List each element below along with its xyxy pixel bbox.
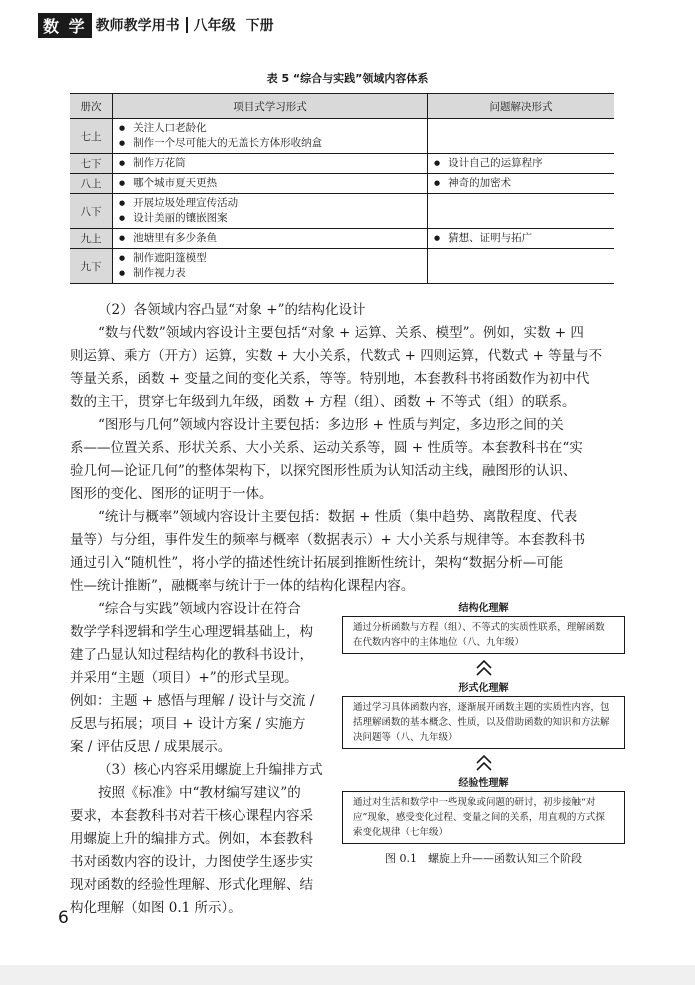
- table-row: [70, 154, 614, 174]
- paragraph-line: 性—统计推断”，融概率与统计于一体的结构化课程内容。: [70, 578, 415, 594]
- content-system-table: [70, 93, 614, 284]
- list-item: ● 池塘里有多少条鱼: [119, 231, 421, 246]
- problem-cell: [428, 194, 615, 229]
- list-item: ● 制作一个尽可能大的无盖长方体形收纳盒: [119, 136, 421, 151]
- paragraph-line: 系——位置关系、形状关系、大小关系、运动关系等，圆 + 性质等。本套教科书在“实: [70, 440, 583, 456]
- vol-cell: 七下: [70, 154, 113, 174]
- paragraph-line: “数与代数”领域内容设计主要包括“对象 + 运算、关系、模型”。例如，实数 + 四: [98, 325, 584, 341]
- list-item: ● 开展垃圾处理宣传活动: [119, 196, 421, 211]
- list-item: ● 神奇的加密术: [434, 176, 608, 191]
- vol-cell: 七上: [70, 119, 113, 154]
- vol-cell: 八上: [70, 174, 113, 194]
- grade-label: 八年级: [193, 18, 236, 34]
- table-row: [70, 119, 614, 154]
- list-item: ● 关注人口老龄化: [119, 121, 421, 136]
- stage-label-formal: 形式化理解: [458, 683, 509, 694]
- header-vol: 册次: [70, 94, 113, 119]
- list-item: ● 设计美丽的镶嵌图案: [119, 211, 421, 226]
- table-caption: 表 5 “综合与实践”领域内容体系: [266, 72, 429, 85]
- paragraph-line: 现对函数的经验性理解、形式化理解、结: [70, 877, 313, 893]
- problem-cell: [428, 249, 615, 284]
- subheading: （2）各领域内容凸显“对象 +”的结构化设计: [98, 302, 366, 318]
- list-item: ● 猜想、证明与拓广: [434, 231, 608, 246]
- list-item: ● 哪个城市夏天更热: [119, 176, 421, 191]
- paragraph-line: 量等）与分组，事件发生的频率与概率（数据表示）+ 大小关系与规律等。本套教科书: [70, 532, 586, 548]
- paragraph-line: 通过引入“随机性”，将小学的描述性统计拓展到推断性统计，架构“数据分析—可能: [70, 555, 564, 571]
- subject-badge: 数 学: [38, 13, 92, 38]
- vol-cell: 九上: [70, 229, 113, 249]
- paragraph-line: 图形的变化、图形的证明于一体。: [70, 486, 273, 502]
- paragraph-line: 要求，本套教科书对若干核心课程内容采: [70, 808, 313, 824]
- project-cell: [113, 249, 428, 284]
- stage-box-formal: 通过学习具体函数内容，逐渐展开函数主题的实质性内容，包括理解函数的基本概念、性质，以及借助函数的知识和方法解决问题等（八、九年级）: [342, 696, 625, 749]
- book-title: 教师教学用书: [95, 18, 180, 34]
- paragraph-line: 构化理解（如图 0.1 所示）。: [70, 900, 242, 916]
- chevron-up-icon: [342, 654, 625, 682]
- stage-box-structural: 通过分析函数与方程（组）、不等式的实质性联系，理解函数在代数内容中的主体地位（八、九年级）: [342, 616, 625, 654]
- bottom-band: [0, 965, 695, 985]
- paragraph-line: 按照《标准》中“教材编写建议”的: [98, 785, 301, 801]
- table-row: [70, 229, 614, 249]
- stage-box-empirical: 通过对生活和数学中一些现象或问题的研讨，初步接触“对应”现象，感受变化过程、变量之间的关系，用直观的方式探索变化规律（七年级）: [342, 791, 625, 844]
- project-cell: [113, 154, 428, 174]
- problem-cell: [428, 174, 615, 194]
- problem-cell: [428, 154, 615, 174]
- table-header-row: [70, 94, 614, 119]
- table-row: [70, 194, 614, 229]
- problem-cell: [428, 229, 615, 249]
- running-header: [38, 12, 274, 38]
- paragraph-line: 数学学科逻辑和学生心理逻辑基础上，构: [70, 624, 313, 640]
- project-cell: [113, 174, 428, 194]
- project-cell: [113, 194, 428, 229]
- project-cell: [113, 229, 428, 249]
- project-cell: [113, 119, 428, 154]
- paragraph-line: 用螺旋上升的编排方式。例如，本套教科: [70, 831, 313, 847]
- stage-label-structural: 结构化理解: [458, 603, 509, 614]
- paragraph-line: 数的主干，贯穿七年级到九年级，函数 + 方程（组）、函数 + 不等式（组）的联系。: [70, 394, 576, 410]
- paragraph-line: 验几何—论证几何”的整体架构下，以探究图形性质为认知活动主线，融图形的认识、: [70, 463, 577, 479]
- paragraph-line: 案 / 评估反思 / 成果展示。: [70, 739, 232, 755]
- paragraph-line: 并采用“主题（项目）+”的形式呈现。: [70, 670, 298, 686]
- paragraph-line: 等量关系，函数 + 变量之间的变化关系，等等。特别地，本套教科书将函数作为初中代: [70, 371, 590, 387]
- header-problem: 问题解决形式: [428, 94, 615, 119]
- table-row: [70, 249, 614, 284]
- paragraph-line: 反思与拓展；项目 + 设计方案 / 实施方: [70, 716, 306, 732]
- list-item: ● 制作万花筒: [119, 156, 421, 171]
- problem-cell: [428, 119, 615, 154]
- figure-spiral: [342, 602, 625, 866]
- figure-caption: 图 0.1 螺旋上升——函数认知三个阶段: [385, 852, 582, 865]
- list-item: ● 制作遮阳篷模型: [119, 251, 421, 266]
- header-divider: [186, 17, 188, 33]
- paragraph-line: 则运算、乘方（开方）运算，实数 + 大小关系，代数式 + 四则运算，代数式 + 等量与不: [70, 348, 603, 364]
- list-item: ● 设计自己的运算程序: [434, 156, 608, 171]
- subheading: （3）核心内容采用螺旋上升编排方式: [98, 762, 323, 778]
- list-item: ● 制作视力表: [119, 266, 421, 281]
- chevron-up-icon: [342, 749, 625, 777]
- paragraph-line: “综合与实践”领域内容设计在符合: [98, 601, 301, 617]
- paragraph-line: “统计与概率”领域内容设计主要包括：数据 + 性质（集中趋势、离散程度、代表: [98, 509, 578, 525]
- stage-label-empirical: 经验性理解: [458, 778, 509, 789]
- header-project: 项目式学习形式: [113, 94, 428, 119]
- paragraph-line: “图形与几何”领域内容设计主要包括：多边形 + 性质与判定，多边形之间的关: [98, 417, 564, 433]
- paragraph-line: 建了凸显认知过程结构化的教科书设计，: [70, 647, 313, 663]
- paragraph-line: 例如：主题 + 感悟与理解 / 设计与交流 /: [70, 693, 315, 709]
- table-row: [70, 174, 614, 194]
- vol-cell: 八下: [70, 194, 113, 229]
- paragraph-line: 书对函数内容的设计，力图使学生逐步实: [70, 854, 313, 870]
- volume-label: 下册: [245, 18, 274, 34]
- page-number: 6: [58, 908, 69, 928]
- vol-cell: 九下: [70, 249, 113, 284]
